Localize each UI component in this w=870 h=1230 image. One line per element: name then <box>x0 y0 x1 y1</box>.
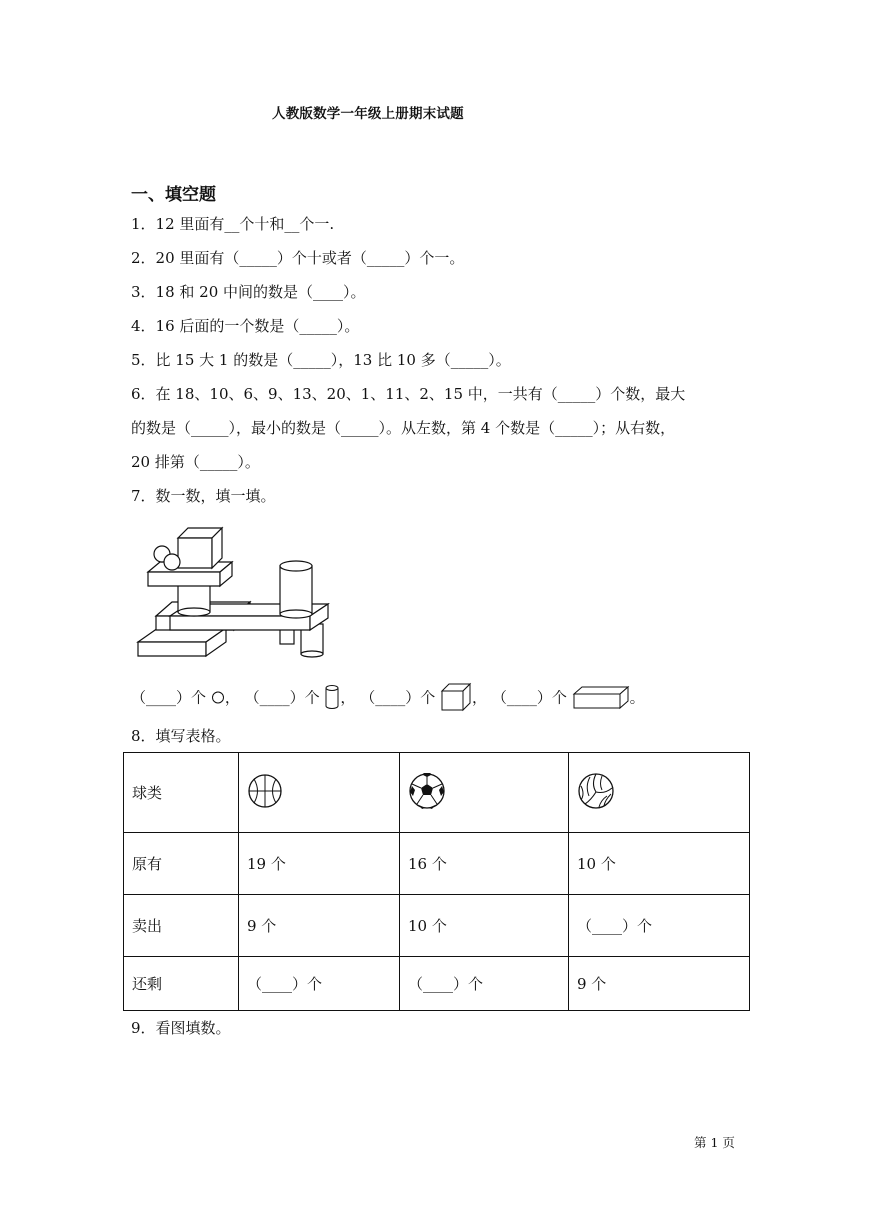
table-cell-blank[interactable]: （____）个 <box>400 957 569 1011</box>
table-cell: 16 个 <box>400 833 569 895</box>
question-8: 8．填写表格。 <box>131 727 231 745</box>
blank[interactable]: （____） <box>491 688 552 707</box>
question-9: 9．看图填数。 <box>131 1019 231 1037</box>
section-heading: 一、填空题 <box>131 185 216 205</box>
table-cell: 9 个 <box>239 895 400 957</box>
table-cell-blank[interactable]: （____）个 <box>569 895 750 957</box>
unit-label: 个 <box>304 688 320 707</box>
question-7: 7．数一数，填一填。 <box>131 487 276 505</box>
question-5: 5．比 15 大 1 的数是（_____），13 比 10 多（_____）。 <box>131 351 511 369</box>
cube-icon <box>440 682 472 712</box>
question-7-answer-row <box>131 682 645 714</box>
end-mark: 。 <box>629 688 645 707</box>
question-6-line-3: 20 排第（_____）。 <box>131 453 260 471</box>
table-cell: 10 个 <box>400 895 569 957</box>
page-title: 人教版数学一年级上册期末试题 <box>272 106 464 122</box>
ball-table <box>123 752 750 1011</box>
question-6-line-2: 的数是（_____），最小的数是（_____）。从左数，第 4 个数是（_____）；从右数， <box>131 419 676 437</box>
blank[interactable]: （____） <box>360 688 421 707</box>
table-cell: 19 个 <box>239 833 400 895</box>
sphere-icon <box>211 690 225 704</box>
question-4: 4．16 后面的一个数是（_____）。 <box>131 317 360 335</box>
row-label: 还剩 <box>124 957 239 1011</box>
blank[interactable]: （____） <box>131 688 192 707</box>
table-cell: 10 个 <box>569 833 750 895</box>
page-number: 第 1 页 <box>694 1135 735 1150</box>
table-row <box>124 895 750 957</box>
table-cell: 9 个 <box>569 957 750 1011</box>
basketball-icon <box>247 773 283 809</box>
row-label: 球类 <box>124 753 239 833</box>
table-row <box>124 753 750 833</box>
building-blocks-figure <box>130 524 340 664</box>
question-2: 2．20 里面有（_____）个十或者（_____）个一。 <box>131 249 465 267</box>
question-6-line-1: 6．在 18、10、6、9、13、20、1、11、2、15 中，一共有（_____）个数，最大 <box>131 385 686 403</box>
row-label: 卖出 <box>124 895 239 957</box>
cylinder-icon <box>324 684 340 710</box>
separator: ， <box>340 688 356 707</box>
table-row <box>124 833 750 895</box>
unit-label: 个 <box>420 688 436 707</box>
cuboid-icon <box>572 684 630 710</box>
table-row <box>124 957 750 1011</box>
soccer-ball-icon <box>408 772 446 810</box>
unit-label: 个 <box>191 688 207 707</box>
question-3: 3．18 和 20 中间的数是（____）。 <box>131 283 366 301</box>
volleyball-icon <box>577 772 615 810</box>
row-label: 原有 <box>124 833 239 895</box>
unit-label: 个 <box>551 688 567 707</box>
table-cell-blank[interactable]: （____）个 <box>239 957 400 1011</box>
question-1: 1．12 里面有__个十和__个一. <box>131 215 335 233</box>
separator: ， <box>224 688 240 707</box>
separator: ， <box>472 688 488 707</box>
blank[interactable]: （____） <box>244 688 305 707</box>
